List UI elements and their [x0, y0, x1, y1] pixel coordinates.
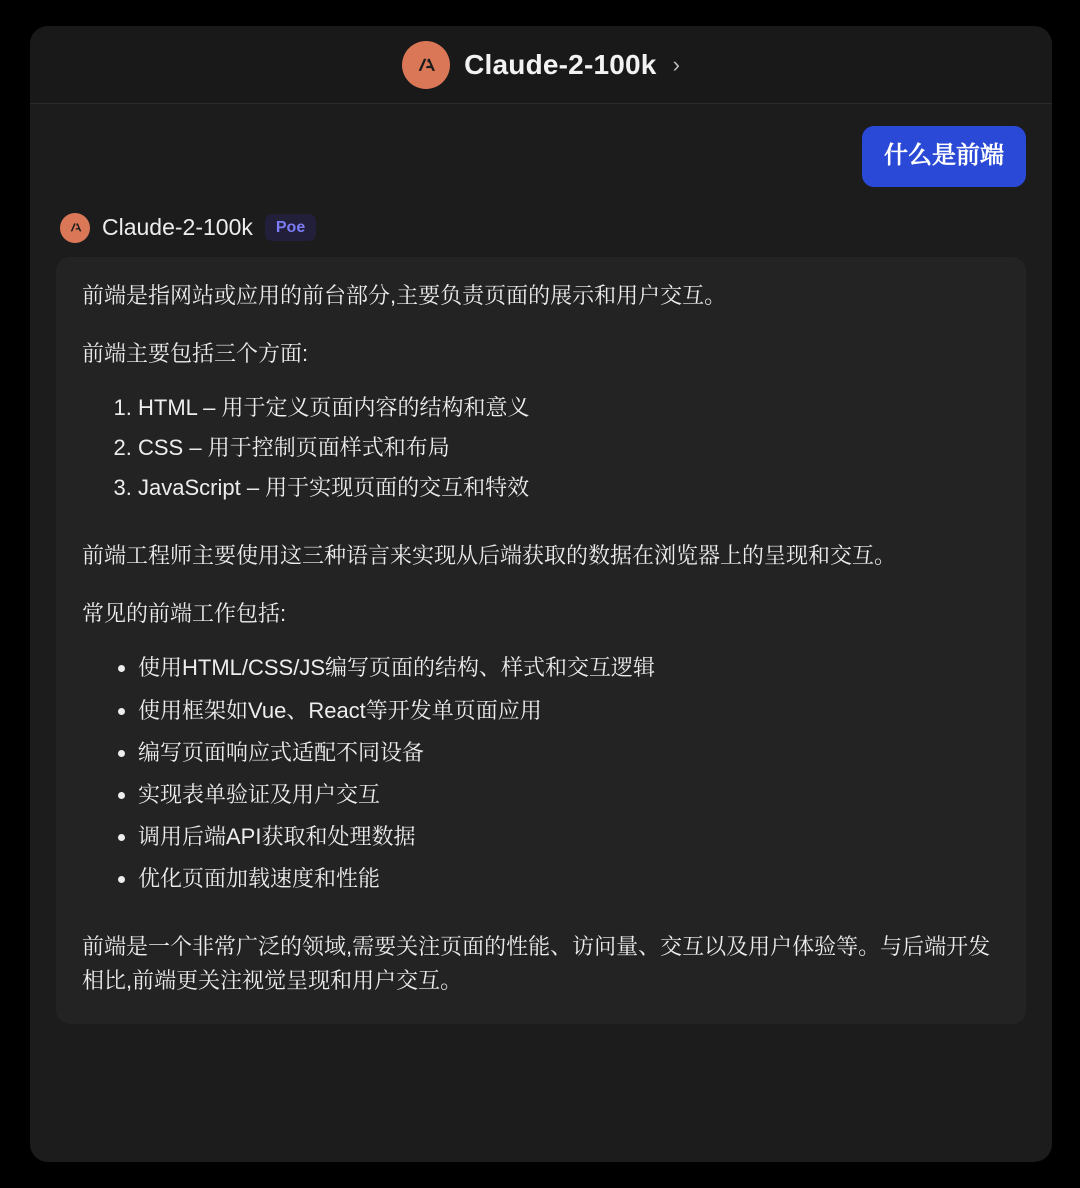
- bot-ordered-list: [82, 391, 1000, 505]
- list-item: • 调用后端API获取和处理数据: [138, 820, 1000, 854]
- bot-paragraph-1: 前端是指网站或应用的前台部分,主要负责页面的展示和用户交互。: [82, 282, 727, 308]
- list-item: 3. JavaScript – 用于实现页面的交互和特效: [138, 471, 1000, 505]
- bot-bullet-list: [82, 651, 1000, 896]
- list-item: 2. CSS – 用于控制页面样式和布局: [138, 431, 1000, 465]
- bot-paragraph-3: 前端工程师主要使用这三种语言来实现从后端获取的数据在浏览器上的呈现和交互。: [82, 543, 897, 569]
- chat-header: [30, 26, 1052, 104]
- list-item: • 编写页面响应式适配不同设备: [138, 736, 1000, 770]
- page-title: Claude-2-100k: [464, 48, 657, 80]
- bot-paragraph-2: 前端主要包括三个方面:: [82, 340, 309, 366]
- bot-message-bubble: [56, 257, 1026, 1024]
- list-item: 1. HTML – 用于定义页面内容的结构和意义: [138, 391, 1000, 425]
- anthropic-logo-icon: [402, 41, 450, 89]
- chevron-right-icon[interactable]: ›: [672, 51, 680, 77]
- user-message-row: [56, 126, 1026, 187]
- bot-paragraph-4: 常见的前端工作包括:: [82, 601, 287, 627]
- chat-message-list: [30, 104, 1052, 1162]
- list-item: • 实现表单验证及用户交互: [138, 778, 1000, 812]
- bot-message-header: [56, 213, 1026, 243]
- chat-window: [30, 26, 1052, 1162]
- anthropic-logo-icon: [60, 213, 90, 243]
- list-item: • 使用HTML/CSS/JS编写页面的结构、样式和交互逻辑: [138, 651, 1000, 685]
- list-item: • 使用框架如Vue、React等开发单页面应用: [138, 694, 1000, 728]
- status-badge: Poe: [265, 214, 316, 241]
- bot-paragraph-5: 前端是一个非常广泛的领域,需要关注页面的性能、访问量、交互以及用户体验等。与后端开发相比,前端更关注视觉呈现和用户交互。: [82, 934, 991, 994]
- user-message-bubble: 什么是前端: [862, 126, 1026, 187]
- list-item: • 优化页面加载速度和性能: [138, 862, 1000, 896]
- bot-name-label: Claude-2-100k: [102, 214, 253, 241]
